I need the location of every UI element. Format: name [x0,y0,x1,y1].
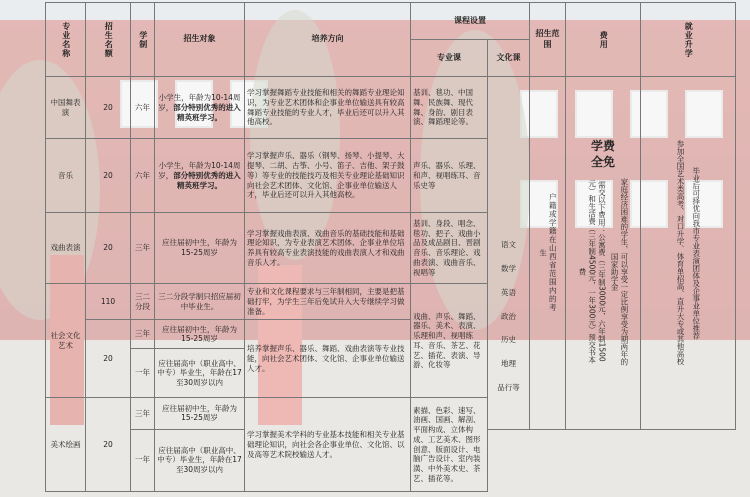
fee-cell [566,77,641,430]
major-name: 美术绘画 [46,398,86,492]
header-row [46,3,736,40]
fee-note-1: 家庭经济困难的学生，可以享受一定比例享受为期两年的国家助学金 [610,177,629,366]
courses-text: 基训、毯功、中国舞、民族舞、现代舞、身韵、剧目表演、舞蹈理论等。 [411,77,488,139]
quota-value: 110 [86,284,131,320]
header-direction: 培养方向 [245,3,411,77]
target-text: 应往届初中生，年龄为15-25周岁 [155,398,245,429]
direction-text: 专业和文化课程要求与三年制相同，主要是把基础打牢，为学生三年后免试升入大专继续学习做准备。 [245,284,411,320]
culture-course: 语文 [501,240,516,250]
target-text: 三二分段学制只招应届初中毕业生。 [155,284,245,320]
schooling-value: 三年 [131,398,155,429]
header-quota: 招生名额 [86,3,131,77]
target-text: 应往届高中（职业高中、中专）毕业生，年龄在17至30周岁以内 [155,349,245,398]
schooling-value: 三二分段 [131,284,155,320]
courses-text: 素描、色彩、速写、油画、国画、解剖、平面构成、立体构成、工艺美术、图形创意、版面设计、电脑广告设计、室内装潢、中外美术史、茶艺、插花等。 [411,398,488,492]
fee-note-2: 需交以下费用：公寓费（三年制3000元，六年制1500元）和生活费（三年制4500元，一年300元）预交书本费 [577,179,607,364]
major-name: 音乐 [46,139,86,213]
header-culture-courses: 文化课 [488,40,530,77]
schooling-value: 六年 [131,139,155,213]
major-name: 中国舞表演 [46,77,86,139]
culture-course: 英语 [501,287,516,297]
target-text: 应往届高中（职业高中、中专）毕业生，年龄在17至30周岁以内 [155,429,245,491]
schooling-value: 三年 [131,320,155,349]
culture-course: 数学 [501,264,516,274]
header-major: 专业名称 [46,3,86,77]
header-career: 就业升学 [641,3,736,77]
schooling-value: 一年 [131,349,155,398]
direction-text: 培养掌握声乐、器乐、舞蹈、戏曲表演等专业技能，向社会艺术团体、文化馆、企事业单位输送人才。 [245,320,411,398]
target-text: 应往届初中生，年龄为15-25周岁 [155,320,245,349]
major-name: 戏曲表演 [46,213,86,284]
direction-text: 学习掌握戏曲表演、戏曲音乐的基础技能和基础理论知识，为专业表演艺术团体、企事业单位培养具有较高专业表演技能的戏曲表演人才和戏曲音乐人才。 [245,213,411,284]
quota-value: 20 [86,213,131,284]
target-text: 小学生，年龄为10-14周岁， [158,93,241,112]
courses-text: 戏曲、声乐、舞蹈、器乐、美术、表演、乐理和声、视唱练耳、音乐、茶艺、花艺、插花、表演、导游、化妆等 [411,284,488,398]
courses-text: 基训、身段、唱念、毯功、把子、戏曲小品及成品剧目、晋剧音乐、音乐理论、戏曲表演、戏曲音乐、视唱等 [411,213,488,284]
target-text: 小学生，年龄为10-14周岁， [158,161,241,180]
schooling-value: 三年 [131,213,155,284]
quota-value: 20 [86,139,131,213]
schooling-value: 六年 [131,77,155,139]
career-cell [641,77,736,430]
scope-text: 户籍或学籍在山西省范围内的考生 [538,193,558,313]
culture-course: 历史 [501,335,516,345]
target-highlight: 部分特别优秀的进入精英班学习。 [173,170,241,190]
courses-text: 声乐、器乐、乐理、和声、视唱练耳、音乐史等 [411,139,488,213]
header-target: 招生对象 [155,3,245,77]
direction-text: 学习掌握美术学科的专业基本技能和相关专业基础理论知识，向社会各企事业单位、文化馆、以及高等艺术院校输送人才。 [245,398,411,492]
quota-value: 20 [86,77,131,139]
enrollment-table [45,2,736,492]
header-curriculum: 课程设置 [411,3,530,40]
header-scope: 招生范围 [530,3,566,77]
direction-text: 学习掌握舞蹈专业技能和相关的舞蹈专业理论知识，为专业艺术团体和企事业单位输送具有较高舞蹈专业技能的专业人才，毕业后还可以升入其他高校。 [245,77,411,139]
culture-courses-cell [488,77,530,430]
header-prof-courses: 专业课 [411,40,488,77]
quota-value: 20 [86,398,131,492]
target-cell [155,77,245,139]
fee-title-2: 全免 [590,154,615,169]
fee-title-1: 学费 [590,139,615,154]
quota-value: 20 [86,320,131,398]
career-text-1: 毕业后可择优向我市专业表演团体及企事业单位推荐 [691,166,701,340]
direction-text: 学习掌握声乐、器乐（钢琴、扬琴、小提琴、大提琴、二胡、古筝、小号、笛子、吉他、架子鼓等）等专业的技能技巧及相关专业理论基础知识向社会艺术团体、文化馆、企事业单位输送人才，毕业后还可以升入其他高校。 [245,139,411,213]
career-text-2: 参加全国艺术类高考、对口升学、体育单招高、直升大专或其他高校 [676,140,685,366]
culture-course: 政治 [501,311,516,321]
culture-course: 地理 [501,359,516,369]
table-row [46,77,736,139]
schooling-value: 一年 [131,429,155,491]
target-text: 应往届初中生，年龄为15-25周岁 [155,213,245,284]
major-name: 社会文化艺术 [46,284,86,398]
culture-course: 品行等 [497,382,520,392]
header-schooling: 学制 [131,3,155,77]
scope-cell [530,77,566,430]
target-highlight: 部分特别优秀的进入精英班学习。 [173,102,241,122]
target-cell [155,139,245,213]
header-fee: 费用 [566,3,641,77]
